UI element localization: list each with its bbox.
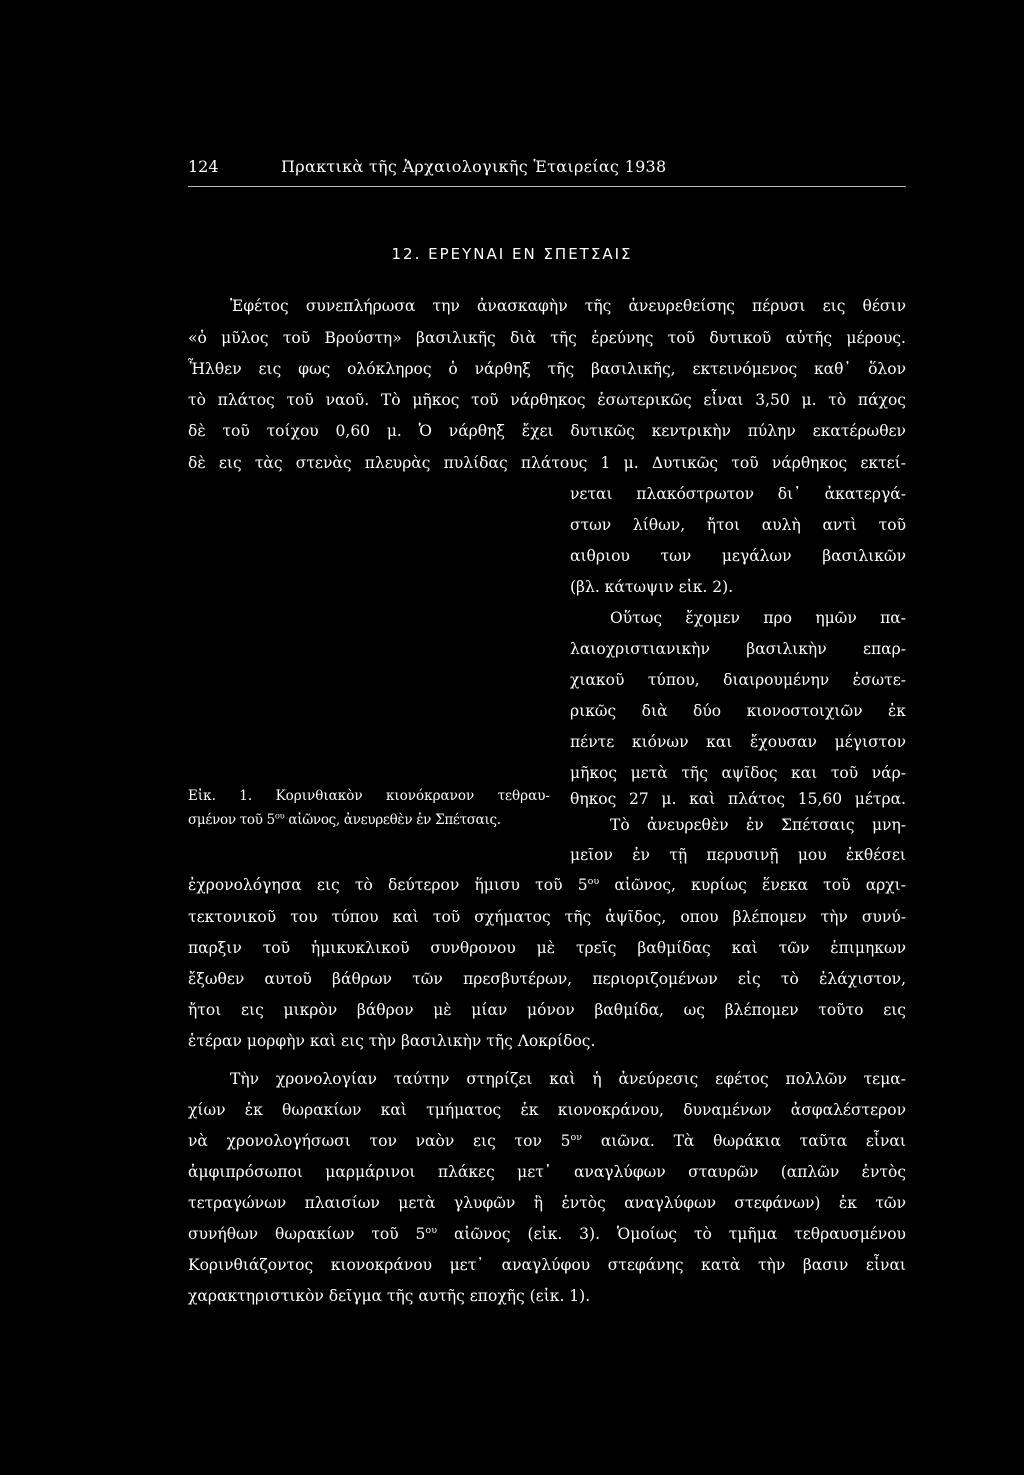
page-number: 124	[188, 157, 219, 176]
text-line: (βλ. κάτωψιν εἰκ. 2).	[570, 578, 734, 596]
text-line: Κορινθιάζοντος κιονοκράνου μετ᾽ αναγλύφου στεφάνης κατὰ τὴν βασιν εἶναι	[188, 1256, 906, 1274]
text-line: Οὕτως ἔχομεν προ ημῶν πα-	[610, 609, 906, 627]
text-line: ρικῶς διὰ δύο κιονοστοιχιῶν ἐκ	[570, 702, 906, 720]
page-header	[188, 157, 906, 185]
text-line: μεῖον ἐν τῇ περυσινῇ μου ἐκθέσει	[570, 846, 906, 864]
text-line: Τὸ ἀνευρεθὲν ἐν Σπέτσαις μνη-	[610, 816, 906, 834]
figure-caption-line: Εἰκ. 1. Κορινθιακὸν κιονόκρανον τεθραυ-	[188, 788, 550, 804]
text-line: νεται πλακόστρωτον δι᾽ ἀκατεργά-	[570, 485, 906, 503]
figure-caption-line: σμένον τοῦ $5^{o\upsilon}$ αἰῶνος, ἀνευρεθὲν ἐν Σπέτσαις.	[188, 810, 501, 828]
text-line: θηκος 27 μ. καὶ πλάτος 15,60 μέτρα.	[570, 790, 906, 808]
text-line: ἀμφιπρόσωποι μαρμάρινοι πλάκες μετ᾽ αναγλύφων σταυρῶν (απλῶν ἐντὸς	[188, 1163, 906, 1181]
text-line: λαιοχριστιανικὴν βασιλικὴν επαρ-	[570, 640, 906, 658]
text-line: Ἐφέτος συνεπλήρωσα την ἀνασκαφὴν τῆς ἀνευρεθείσης πέρυσι εις θέσιν	[230, 297, 906, 315]
text-line: δὲ εις τὰς στενὰς πλευρὰς πυλίδας πλάτους 1 μ. Δυτικῶς τοῦ νάρθηκος εκτεί-	[188, 454, 906, 472]
running-title: Πρακτικὰ τῆς Ἀρχαιολογικῆς Ἑταιρείας 1938	[281, 157, 667, 176]
header-rule	[188, 186, 906, 187]
text-line: νὰ χρονολογήσωσι τον ναὸν εις τον $5^{o\nu}$ αιῶνα. Τὰ θωράκια ταῦτα εἶναι	[188, 1131, 906, 1150]
text-line: παρξιν τοῦ ἡμικυκλικοῦ συνθρονου μὲ τρεῖς βαθμίδας καὶ τῶν ἐπιμηκων	[188, 939, 906, 957]
text-line: τετραγώνων πλαισίων μετὰ γλυφῶν ἢ ἐντὸς αναγλύφων στεφάνων) ἐκ τῶν	[188, 1194, 906, 1212]
text-line: συνήθων θωρακίων τοῦ $5^{o\upsilon}$ αἰῶνος (εἰκ. 3). Ὁμοίως τὸ τμῆμα τεθραυσμένου	[188, 1224, 906, 1243]
text-line: χίων ἐκ θωρακίων καὶ τμήματος ἐκ κιονοκράνου, δυναμένων ἀσφαλέστερον	[188, 1101, 906, 1119]
text-line: «ὁ μῦλος τοῦ Βρούστη» βασιλικῆς διὰ τῆς ἐρεύνης τοῦ δυτικοῦ αὐτῆς μέρους.	[188, 329, 906, 347]
text-line: τὸ πλάτος τοῦ ναοῦ. Τὸ μῆκος τοῦ νάρθηκος ἐσωτερικῶς εἶναι 3,50 μ. τὸ πάχος	[188, 391, 906, 409]
text-line: ἤτοι εις μικρὸν βάθρον μὲ μίαν μόνον βαθμίδα, ως βλέπομεν τοῦτο εις	[188, 1001, 906, 1019]
text-line: πέντε κιόνων και ἔχουσαν μέγιστον	[570, 733, 906, 751]
text-line: χαρακτηριστικὸν δεῖγμα τῆς αυτῆς εποχῆς (εἰκ. 1).	[188, 1287, 591, 1305]
text-line: Τὴν χρονολογίαν ταύτην στηρίζει καὶ ἡ ἀνεύρεσις εφέτος πολλῶν τεμα-	[230, 1070, 906, 1088]
text-line: ἔξωθεν αυτοῦ βάθρων τῶν πρεσβυτέρων, περιοριζομένων εἰς τὸ ἐλάχιστον,	[188, 970, 906, 988]
text-line: δὲ τοῦ τοίχου 0,60 μ. Ὁ νάρθηξ ἔχει δυτικῶς κεντρικὴν πύλην εκατέρωθεν	[188, 422, 906, 440]
text-line: αιθριου των μεγάλων βασιλικῶν	[570, 547, 906, 565]
text-line: στων λίθων, ἤτοι αυλὴ αντὶ τοῦ	[570, 516, 906, 534]
section-title: 12. ΕΡΕΥΝΑΙ ΕΝ ΣΠΕΤΣΑΙΣ	[391, 245, 633, 263]
figure-1-area	[188, 490, 550, 770]
text-line: Ἦλθεν εις φως ολόκληρος ὁ νάρθηξ τῆς βασιλικῆς, εκτεινόμενος καθ᾽ ὅλον	[188, 360, 906, 378]
text-line: ἑτέραν μορφὴν καὶ εις τὴν βασιλικὴν τῆς Λοκρίδος.	[188, 1032, 596, 1050]
text-line: ἐχρονολόγησα εις τὸ δεύτερον ἥμισυ τοῦ $5^{o\upsilon}$ αἰῶνος, κυρίως ἕνεκα τοῦ αρχι-	[188, 875, 906, 894]
text-line: τεκτονικοῦ του τύπου καὶ τοῦ σχήματος τῆς ἀψῖδος, οπου βλέπομεν τὴν συνύ-	[188, 908, 906, 926]
text-line: χιακοῦ τύπου, διαιρουμένην ἐσωτε-	[570, 671, 906, 689]
text-line: μῆκος μετὰ τῆς αψῖδος και τοῦ νάρ-	[570, 764, 906, 782]
